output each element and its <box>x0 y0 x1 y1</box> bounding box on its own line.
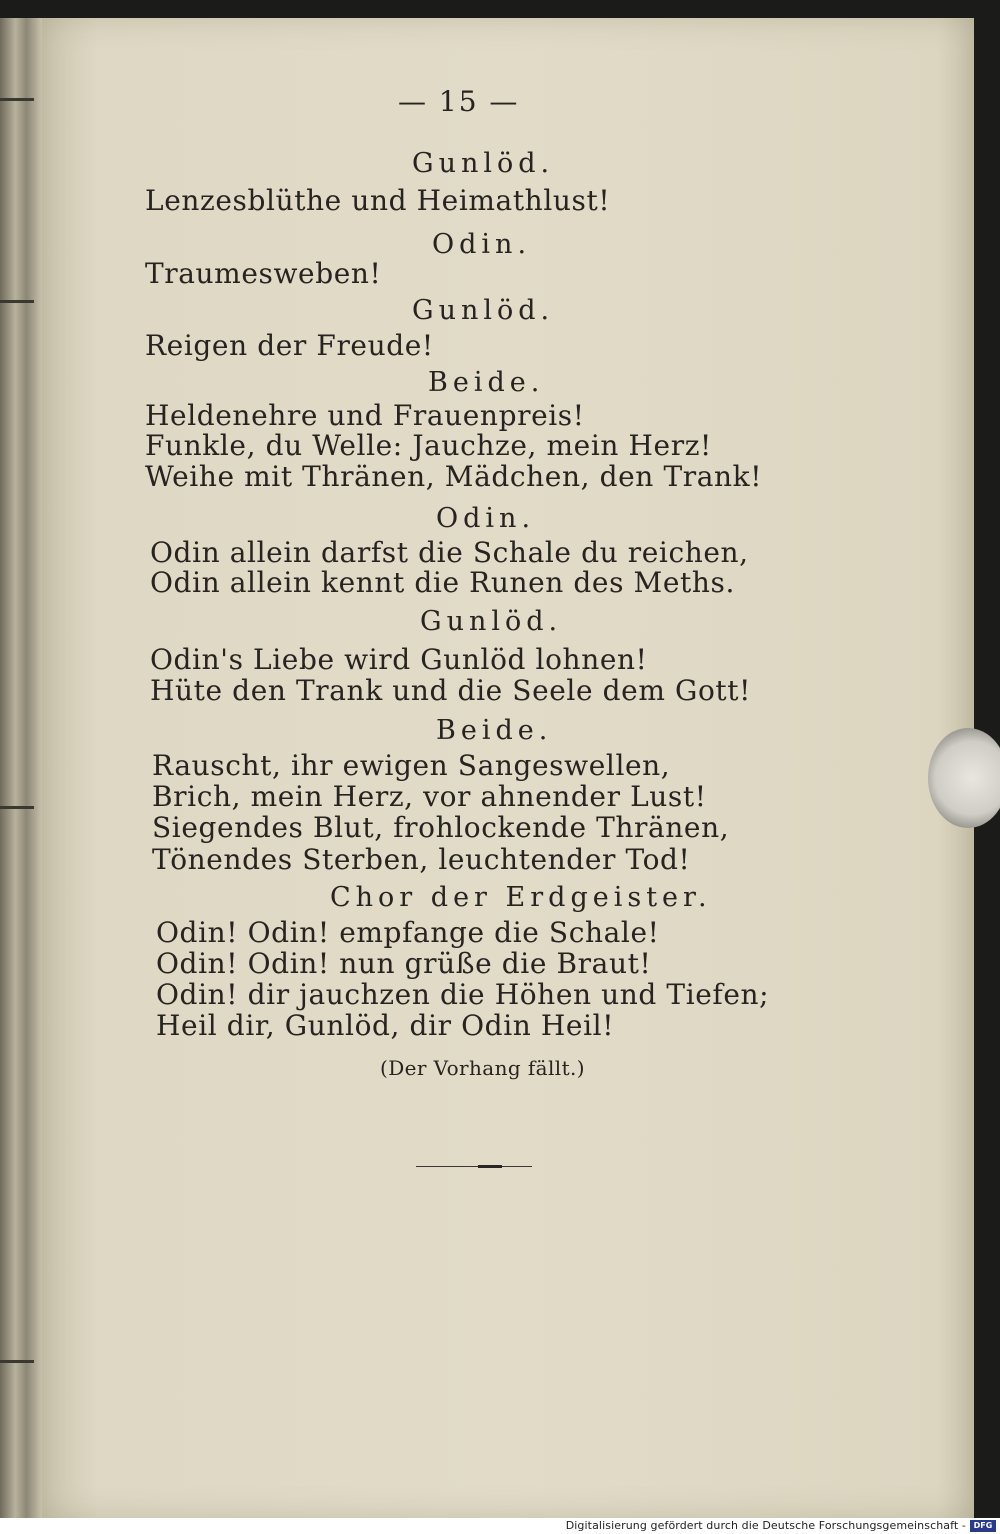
verse-line: Odin! Odin! nun grüße die Braut! <box>156 947 652 980</box>
speaker-heading: Beide. <box>428 367 545 398</box>
dfg-logo: DFG <box>970 1520 996 1532</box>
verse-line: Odin! Odin! empfange die Schale! <box>156 916 660 949</box>
verse-line: Heldenehre und Frauenpreis! <box>145 399 585 432</box>
verse-line: Traumesweben! <box>145 257 382 290</box>
speaker-heading: Odin. <box>432 229 532 260</box>
verse-line: Weihe mit Thränen, Mädchen, den Trank! <box>145 460 763 493</box>
verse-line: Odin's Liebe wird Gunlöd lohnen! <box>150 643 648 676</box>
page-number: — 15 — <box>398 85 520 118</box>
speaker-heading: Beide. <box>436 715 553 746</box>
book-binding <box>0 18 44 1518</box>
binding-mark <box>0 1360 34 1363</box>
verse-line: Odin allein kennt die Runen des Meths. <box>150 566 735 599</box>
binding-mark <box>0 806 34 809</box>
speaker-heading: Odin. <box>436 503 536 534</box>
closing-rule <box>416 1166 532 1167</box>
speaker-heading: Gunlöd. <box>412 148 555 179</box>
speaker-heading: Gunlöd. <box>420 606 563 637</box>
verse-line: Brich, mein Herz, vor ahnender Lust! <box>152 780 707 813</box>
verse-line: Odin allein darfst die Schale du reichen, <box>150 536 749 569</box>
funding-credit: Digitalisierung gefördert durch die Deutsche Forschungsgemeinschaft - <box>565 1519 966 1532</box>
speaker-heading: Gunlöd. <box>412 295 555 326</box>
closing-rule-center <box>478 1165 502 1168</box>
verse-line: Tönendes Sterben, leuchtender Tod! <box>152 843 691 876</box>
binding-mark <box>0 98 34 101</box>
verse-line: Reigen der Freude! <box>145 329 434 362</box>
verse-line: Heil dir, Gunlöd, dir Odin Heil! <box>156 1009 615 1042</box>
stage-direction: (Der Vorhang fällt.) <box>380 1056 585 1080</box>
verse-line: Funkle, du Welle: Jauchze, mein Herz! <box>145 429 712 462</box>
verse-line: Hüte den Trank und die Seele dem Gott! <box>150 674 751 707</box>
verse-line: Lenzesblüthe und Heimathlust! <box>145 184 611 217</box>
verse-line: Odin! dir jauchzen die Höhen und Tiefen; <box>156 978 770 1011</box>
verse-line: Rauscht, ihr ewigen Sangeswellen, <box>152 749 671 782</box>
binding-mark <box>0 300 34 303</box>
page-tab <box>928 728 1000 828</box>
speaker-heading: Chor der Erdgeister. <box>330 882 712 913</box>
verse-line: Siegendes Blut, frohlockende Thränen, <box>152 811 730 844</box>
